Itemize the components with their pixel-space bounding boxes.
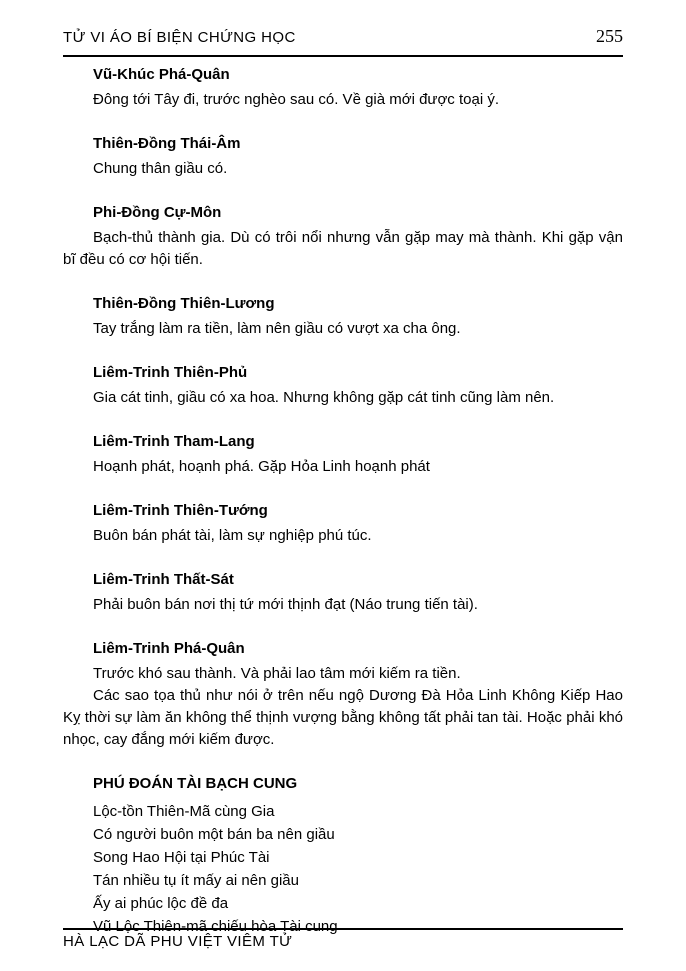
poem-heading: PHÚ ĐOÁN TÀI BẠCH CUNG xyxy=(93,775,298,792)
section-liem-trinh-thien-tuong xyxy=(63,502,623,547)
book-title: TỬ VI ÁO BÍ BIỆN CHỨNG HỌC xyxy=(63,29,296,46)
poem-line: Ấy ai phúc lộc đề đa xyxy=(93,895,229,912)
section-paragraph: Buôn bán phát tài, làm sự nghiệp phú túc. xyxy=(93,527,372,544)
section-heading: Liêm-Trinh Thiên-Phủ xyxy=(93,364,248,381)
poem-line: Lộc-tồn Thiên-Mã cùng Gia xyxy=(93,803,275,820)
section-phi-dong-cu-mon xyxy=(63,204,623,271)
section-paragraph: Gia cát tinh, giầu có xa hoa. Nhưng không gặp cát tinh cũng làm nên. xyxy=(93,389,555,406)
section-heading: Thiên-Đồng Thái-Âm xyxy=(93,135,241,152)
section-vu-khuc-pha-quan xyxy=(63,66,623,111)
section-thien-dong-thien-luong xyxy=(63,295,623,340)
section-paragraph: Trước khó sau thành. Và phải lao tâm mới kiếm ra tiền. xyxy=(93,665,461,682)
section-heading: Liêm-Trinh Thất-Sát xyxy=(93,571,234,588)
page-content xyxy=(63,57,623,938)
running-header xyxy=(63,26,623,57)
section-paragraph: Phải buôn bán nơi thị tứ mới thịnh đạt (Náo trung tiến tài). xyxy=(93,596,478,613)
section-heading: Liêm-Trinh Thiên-Tướng xyxy=(93,502,268,519)
footer-author: HÀ LẠC DÃ PHU VIỆT VIÊM TỬ xyxy=(63,933,293,950)
page-number: 255 xyxy=(596,26,623,46)
section-paragraph: Tay trắng làm ra tiền, làm nên giầu có vượt xa cha ông. xyxy=(93,320,461,337)
section-heading: Vũ-Khúc Phá-Quân xyxy=(93,66,230,83)
section-paragraph: Đông tới Tây đi, trước nghèo sau có. Về già mới được toại ý. xyxy=(93,91,499,108)
section-paragraph: Hoạnh phát, hoạnh phá. Gặp Hỏa Linh hoạnh phát xyxy=(93,458,430,475)
section-liem-trinh-that-sat xyxy=(63,571,623,616)
running-footer xyxy=(63,928,623,950)
section-heading: Phi-Đồng Cự-Môn xyxy=(93,204,222,221)
section-heading: Liêm-Trinh Tham-Lang xyxy=(93,433,255,450)
poem-line: Tán nhiều tụ ít mấy ai nên giầu xyxy=(93,872,299,889)
section-liem-trinh-tham-lang xyxy=(63,433,623,478)
poem-line: Song Hao Hội tại Phúc Tài xyxy=(93,849,270,866)
section-thien-dong-thai-am xyxy=(63,135,623,180)
section-liem-trinh-thien-phu xyxy=(63,364,623,409)
section-heading: Thiên-Đồng Thiên-Lương xyxy=(93,295,275,312)
poem-line: Có người buôn một bán ba nên giầu xyxy=(93,826,335,843)
section-paragraph: Chung thân giầu có. xyxy=(93,160,228,177)
section-phu-doan-tai-bach-cung xyxy=(63,775,623,938)
section-paragraph: Các sao tọa thủ như nói ở trên nếu ngộ Dương Đà Hỏa Linh Không Kiếp Hao Kỵ thời sự làm ăn không thể thịnh vượng bằng không tất phải tan tài. Hoặc phải khó nhọc, cay đắng mới kiếm được. xyxy=(63,687,623,748)
section-paragraph: Bạch-thủ thành gia. Dù có trôi nổi nhưng vẫn gặp may mà thành. Khi gặp vận bĩ đều có cơ hội tiến. xyxy=(63,229,623,268)
section-liem-trinh-pha-quan xyxy=(63,640,623,751)
section-heading: Liêm-Trinh Phá-Quân xyxy=(93,640,245,657)
poem-line: Vũ Lộc Thiên-mã chiếu hòa Tài cung xyxy=(93,918,338,935)
